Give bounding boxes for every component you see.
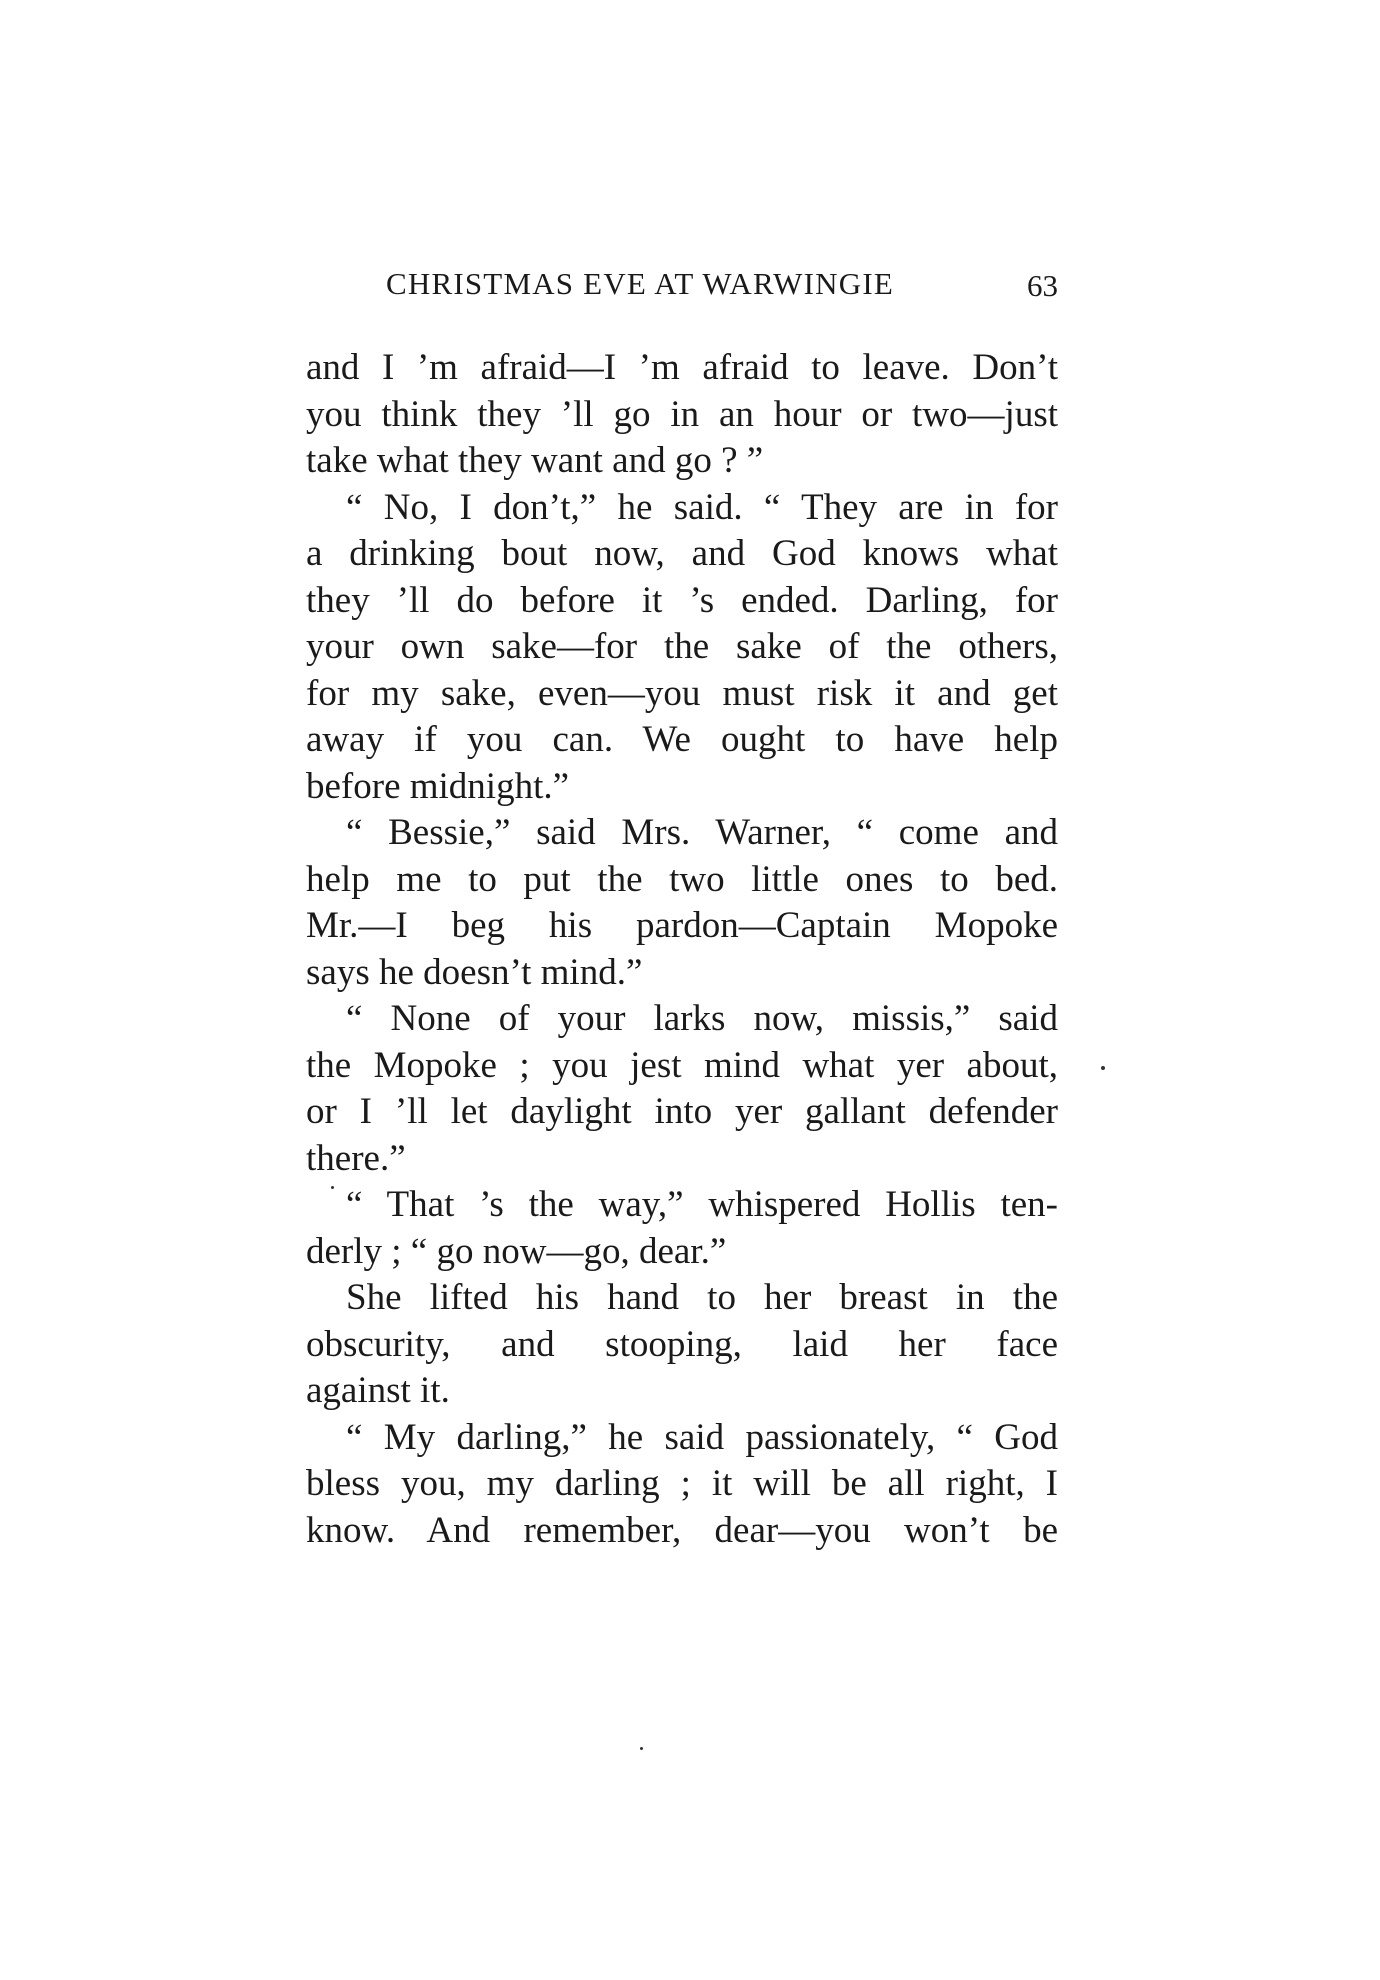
page-number: 63 [1027,268,1058,303]
text-line: away if you can. We ought to have help [306,719,1058,760]
text-line: there.” [306,1137,406,1179]
text-line: or I ’ll let daylight into yer gallant defender [306,1091,1058,1132]
text-line: the Mopoke ; you jest mind what yer about, [306,1044,1058,1086]
text-line: help me to put the two little ones to bed. [306,858,1058,900]
text-line: “ My darling,” he said passionately, “ God [346,1416,1058,1458]
text-line: bless you, my darling ; it will be all right, I [306,1463,1058,1504]
text-line: “ That ’s the way,” whispered Hollis ten- [346,1184,1058,1225]
scan-speck [1101,1066,1105,1070]
text-line: derly ; “ go now—go, dear.” [306,1230,727,1272]
text-line: Mr.—I beg his pardon—Captain Mopoke [306,905,1058,946]
body-text [306,345,1058,1554]
text-line: She lifted his hand to her breast in the [346,1277,1058,1318]
text-line: a drinking bout now, and God knows what [306,533,1058,574]
text-line: know. And remember, dear—you won’t be [306,1509,1058,1551]
text-line: against it. [306,1370,450,1411]
text-line: take what they want and go ? ” [306,440,764,481]
text-line: they ’ll do before it ’s ended. Darling, for [306,579,1058,621]
text-line: obscurity, and stooping, laid her face [306,1323,1058,1365]
text-line: “ Bessie,” said Mrs. Warner, “ come and [346,812,1058,853]
scan-speck [640,1747,643,1750]
text-line: before midnight.” [306,765,570,807]
text-line: “ No, I don’t,” he said. “ They are in for [346,486,1058,528]
text-line: says he doesn’t mind.” [306,951,643,993]
text-line: you think they ’ll go in an hour or two—just [306,393,1058,435]
text-line: for my sake, even—you must risk it and get [306,672,1058,714]
text-line: “ None of your larks now, missis,” said [346,998,1058,1039]
text-line: your own sake—for the sake of the others, [306,626,1058,667]
running-head [386,266,1058,310]
running-head-title: CHRISTMAS EVE AT WARWINGIE [386,266,894,301]
scan-speck [331,1186,334,1189]
text-line: and I ’m afraid—I ’m afraid to leave. Don’t [306,347,1058,388]
